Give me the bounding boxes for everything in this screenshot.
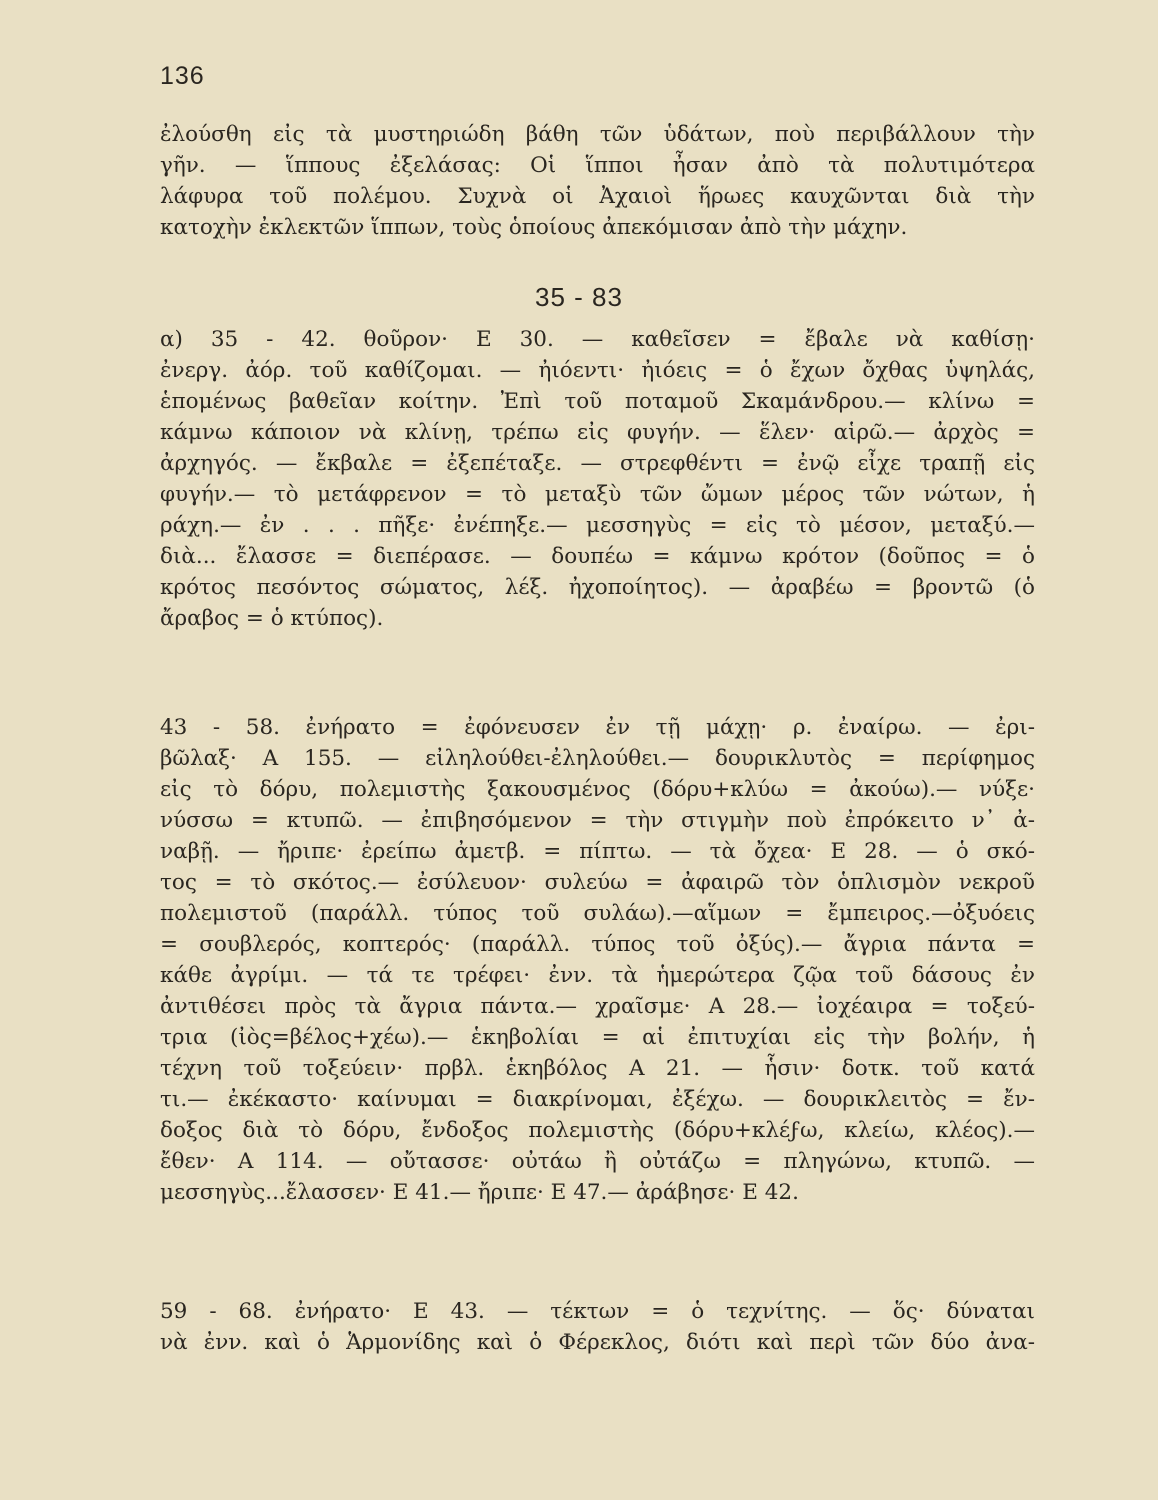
paragraph-59-68 bbox=[160, 1296, 1035, 1358]
text-line: δοξος διὰ τὸ δόρυ, ἔνδοξος πολεμιστὴς (δόρυ+κλέϝω, κλείω, κλέος).— bbox=[160, 1118, 1035, 1143]
text-line: ράχη.— ἐν . . . πῆξε· ἐνέπηξε.— μεσσηγὺς = εἰς τὸ μέσον, μεταξύ.— bbox=[160, 513, 1035, 538]
paragraph-43-58 bbox=[160, 712, 1035, 1208]
text-line: 59 - 68. ἐνήρατο· Ε 43. — τέκτων = ὁ τεχνίτης. — ὅς· δύναται bbox=[160, 1299, 1035, 1324]
text-line: πολεμιστοῦ (παράλλ. τύπος τοῦ συλάω).—αἵμων = ἔμπειρος.—ὀξυόεις bbox=[160, 901, 1035, 926]
text-line: ἀρχηγός. — ἔκβαλε = ἐξεπέταξε. — στρεφθέντι = ἐνῷ εἶχε τραπῇ εἰς bbox=[160, 451, 1035, 476]
text-line: = σουβλερός, κοπτερός· (παράλλ. τύπος τοῦ ὀξύς).— ἄγρια πάντα = bbox=[160, 932, 1035, 957]
text-line: ἐνεργ. ἀόρ. τοῦ καθίζομαι. — ἠιόεντι· ἠιόεις = ὁ ἔχων ὄχθας ὑψηλάς, bbox=[160, 358, 1035, 383]
text-line: φυγήν.— τὸ μετάφρενον = τὸ μεταξὺ τῶν ὤμων μέρος τῶν νώτων, ἡ bbox=[160, 482, 1035, 507]
page-number: 136 bbox=[160, 62, 205, 90]
text-line: κάμνω κάποιον νὰ κλίνῃ, τρέπω εἰς φυγήν. — ἕλεν· αἱρῶ.— ἀρχὸς = bbox=[160, 420, 1035, 445]
text-line: α) 35 - 42. θοῦρον· Ε 30. — καθεῖσεν = ἔβαλε νὰ καθίσῃ· bbox=[160, 327, 1035, 352]
text-line: τρια (ἰὸς=βέλος+χέω).— ἑκηβολίαι = αἱ ἐπιτυχίαι εἰς τὴν βολήν, ἡ bbox=[160, 1025, 1035, 1050]
text-line: μεσσηγὺς...ἔλασσεν· Ε 41.— ἤριπε· Ε 47.— ἀράβησε· Ε 42. bbox=[160, 1180, 799, 1205]
text-line: ἔθεν· Α 114. — οὔτασσε· οὐτάω ἢ οὐτάζω = πληγώνω, κτυπῶ. — bbox=[160, 1149, 1035, 1174]
text-line: βῶλαξ· Α 155. — εἰληλούθει-ἐληλούθει.— δουρικλυτὸς = περίφημος bbox=[160, 746, 1035, 771]
text-line: νὰ ἐνν. καὶ ὁ Ἁρμονίδης καὶ ὁ Φέρεκλος, διότι καὶ περὶ τῶν δύο ἀνα- bbox=[160, 1330, 1035, 1355]
text-line: κάθε ἀγρίμι. — τά τε τρέφει· ἐνν. τὰ ἡμερώτερα ζῷα τοῦ δάσους ἐν bbox=[160, 963, 1035, 988]
text-line: νύσσω = κτυπῶ. — ἐπιβησόμενον = τὴν στιγμὴν ποὺ ἐπρόκειτο ν᾽ ἀ- bbox=[160, 808, 1035, 833]
text-line: λάφυρα τοῦ πολέμου. Συχνὰ οἱ Ἀχαιοὶ ἥρωες καυχῶνται διὰ τὴν bbox=[160, 184, 1035, 209]
paragraph-intro bbox=[160, 119, 1035, 243]
text-line: ναβῇ. — ἤριπε· ἐρείπω ἀμετβ. = πίπτω. — τὰ ὄχεα· Ε 28. — ὁ σκό- bbox=[160, 839, 1035, 864]
section-heading: 35 - 83 bbox=[535, 282, 623, 312]
text-line: κατοχὴν ἐκλεκτῶν ἵππων, τοὺς ὁποίους ἀπεκόμισαν ἀπὸ τὴν μάχην. bbox=[160, 215, 908, 240]
text-line: 43 - 58. ἐνήρατο = ἐφόνευσεν ἐν τῇ μάχῃ· ρ. ἐναίρω. — ἐρι- bbox=[160, 715, 1035, 740]
text-line: διὰ... ἔλασσε = διεπέρασε. — δουπέω = κάμνω κρότον (δοῦπος = ὁ bbox=[160, 544, 1035, 569]
paragraph-35-42 bbox=[160, 324, 1035, 634]
text-line: γῆν. — ἵππους ἐξελάσας: Οἱ ἵπποι ἦσαν ἀπὸ τὰ πολυτιμότερα bbox=[160, 153, 1035, 178]
text-line: ἀντιθέσει πρὸς τὰ ἄγρια πάντα.— χραῖσμε· Α 28.— ἰοχέαιρα = τοξεύ- bbox=[160, 994, 1035, 1019]
text-line: τι.— ἐκέκαστο· καίνυμαι = διακρίνομαι, ἐξέχω. — δουρικλειτὸς = ἔν- bbox=[160, 1087, 1035, 1112]
text-line: τέχνη τοῦ τοξεύειν· πρβλ. ἑκηβόλος Α 21. — ἧσιν· δοτκ. τοῦ κατά bbox=[160, 1056, 1035, 1081]
text-line: κρότος πεσόντος σώματος, λέξ. ἠχοποίητος). — ἀραβέω = βροντῶ (ὁ bbox=[160, 575, 1035, 600]
text-line: ἄραβος = ὁ κτύπος). bbox=[160, 606, 384, 631]
text-line: ἑπομένως βαθεῖαν κοίτην. Ἐπὶ τοῦ ποταμοῦ Σκαμάνδρου.— κλίνω = bbox=[160, 389, 1035, 414]
text-line: εἰς τὸ δόρυ, πολεμιστὴς ξακουσμένος (δόρυ+κλύω = ἀκούω).— νύξε· bbox=[160, 777, 1035, 802]
text-line: τος = τὸ σκότος.— ἐσύλευον· συλεύω = ἀφαιρῶ τὸν ὁπλισμὸν νεκροῦ bbox=[160, 870, 1035, 895]
text-line: ἐλούσθη εἰς τὰ μυστηριώδη βάθη τῶν ὑδάτων, ποὺ περιβάλλουν τὴν bbox=[160, 122, 1035, 147]
